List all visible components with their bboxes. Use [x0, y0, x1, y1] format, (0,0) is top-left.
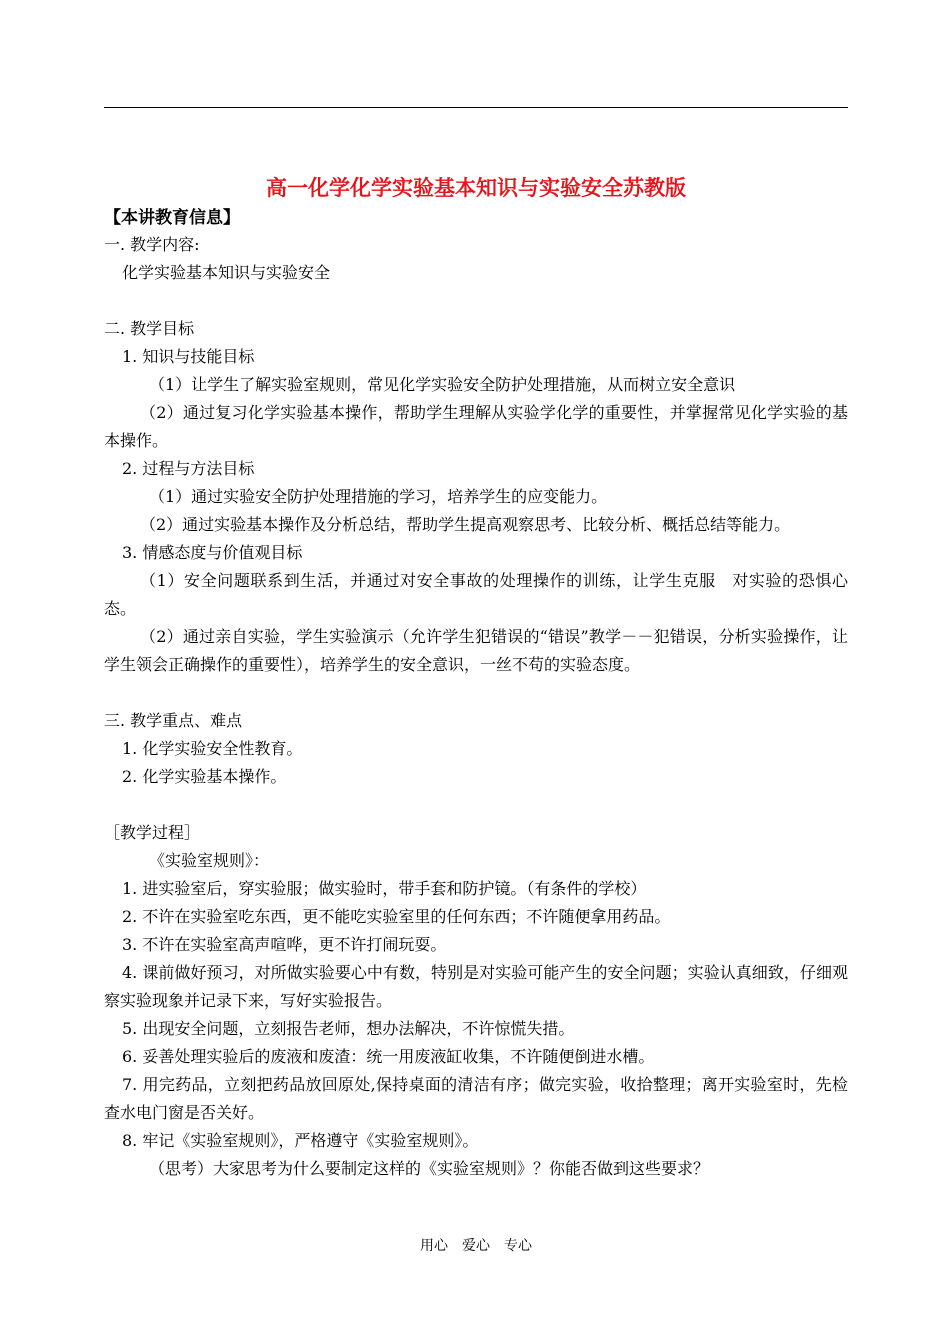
goal3-item2: （2）通过亲自实验，学生实验演示（允许学生犯错误的“错误”教学－－犯错误，分析实验操作，让学生领会正确操作的重要性），培养学生的安全意识，一丝不苟的实验态度。: [104, 627, 848, 674]
goal2-item1: （1）通过实验安全防护处理措施的学习，培养学生的应变能力。: [149, 487, 608, 506]
rule-item: 7. 用完药品，立刻把药品放回原处,保持桌面的清洁有序；做完实验，收拾整理；离开实验室时，先检查水电门窗是否关好。: [104, 1075, 848, 1122]
think-question: （思考）大家思考为什么要制定这样的《实验室规则》？你能否做到这些要求？: [149, 1159, 710, 1178]
rule-item: 3. 不许在实验室高声喧哗，更不许打闹玩耍。: [122, 935, 447, 954]
part3-heading: 三. 教学重点、难点: [104, 711, 243, 730]
goal1-item1: （1）让学生了解实验室规则，常见化学实验安全防护处理措施，从而树立安全意识: [149, 375, 736, 394]
process-heading: ［教学过程］: [104, 823, 201, 842]
goal2-item2: （2）通过实验基本操作及分析总结，帮助学生提高观察思考、比较分析、概括总结等能力。: [140, 515, 791, 534]
spacer: [104, 791, 848, 819]
rule-item: 1. 进实验室后，穿实验服；做实验时，带手套和防护镜。（有条件的学校）: [122, 879, 647, 898]
goal3-heading: 3. 情感态度与价值观目标: [122, 543, 303, 562]
spacer: [104, 679, 848, 707]
rule-item: 5. 出现安全问题，立刻报告老师，想办法解决，不许惊慌失措。: [122, 1019, 575, 1038]
document-title: 高一化学化学实验基本知识与实验安全苏教版: [266, 176, 686, 200]
rules-title: 《实验室规则》：: [149, 851, 270, 870]
goal1-item2: （2）通过复习化学实验基本操作，帮助学生理解从实验学化学的重要性，并掌握常见化学实验的基本操作。: [104, 403, 848, 450]
goal3-item1: （1）安全问题联系到生活，并通过对安全事故的处理操作的训练，让学生克服 对实验的恐惧心态。: [104, 571, 848, 618]
goal1-heading: 1. 知识与技能目标: [122, 347, 255, 366]
spacer: [104, 287, 848, 315]
rule-item: 8. 牢记《实验室规则》，严格遵守《实验室规则》。: [122, 1131, 479, 1150]
part3-item1: 1. 化学实验安全性教育。: [122, 739, 303, 758]
document-body: [104, 231, 848, 1183]
rule-item: 2. 不许在实验室吃东西，更不能吃实验室里的任何东西；不许随便拿用药品。: [122, 907, 671, 926]
page-footer: 用心 爱心 专心: [420, 1238, 532, 1254]
part1-heading: 一. 教学内容:: [104, 235, 200, 254]
section-header: 【本讲教育信息】: [104, 208, 240, 228]
rule-item: 4. 课前做好预习，对所做实验要心中有数，特别是对实验可能产生的安全问题；实验认真细致，仔细观察实验现象并记录下来，写好实验报告。: [104, 963, 848, 1010]
part1-content: 化学实验基本知识与实验安全: [122, 263, 331, 282]
part2-heading: 二. 教学目标: [104, 319, 195, 338]
rule-item: 6. 妥善处理实验后的废液和废渣：统一用废液缸收集，不许随便倒进水槽。: [122, 1047, 655, 1066]
part3-item2: 2. 化学实验基本操作。: [122, 767, 287, 786]
goal2-heading: 2. 过程与方法目标: [122, 459, 255, 478]
header-rule: [104, 107, 848, 108]
